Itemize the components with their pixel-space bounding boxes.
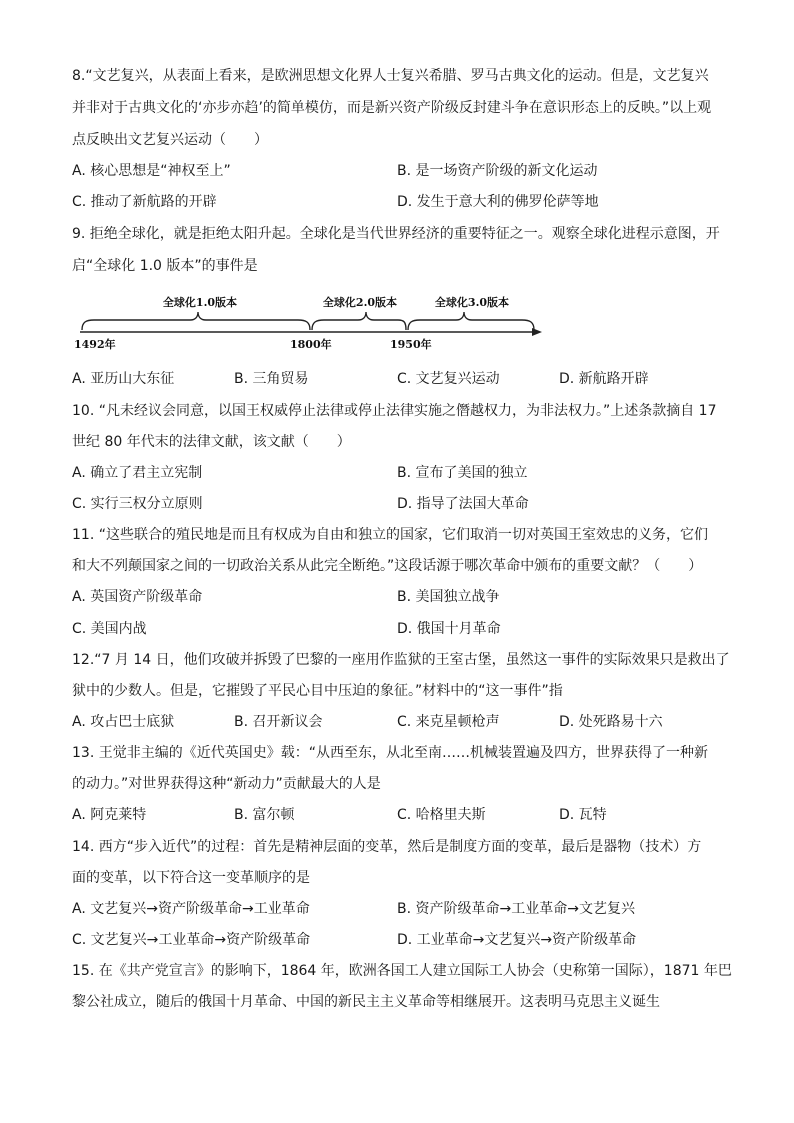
year-1950: 1950年	[390, 338, 432, 351]
year-1800: 1800年	[290, 338, 332, 351]
label-globalization-1: 全球化1.0版本	[162, 296, 238, 309]
question-9-option-c: C. 文艺复兴运动	[397, 371, 500, 387]
question-11-option-c: C. 美国内战	[72, 621, 147, 637]
question-12-option-d: D. 处死路易十六	[559, 714, 663, 730]
question-9-text-line-2: 启“全球化 1.0 版本”的事件是	[72, 258, 258, 274]
question-13-option-b: B. 富尔顿	[234, 807, 295, 823]
question-15-text-line-1: 15. 在《共产党宣言》的影响下，1864 年，欧洲各国工人建立国际工人协会（史称第一国际），1871 年巴	[72, 963, 732, 979]
timeline-arrow	[532, 328, 542, 336]
question-12-option-c: C. 来克星顿枪声	[397, 714, 500, 730]
question-10-option-a: A. 确立了君主立宪制	[72, 465, 203, 481]
question-8-option-a: A. 核心思想是“神权至上”	[72, 163, 231, 179]
question-9-option-a: A. 亚历山大东征	[72, 371, 175, 387]
question-13-option-d: D. 瓦特	[559, 807, 607, 823]
question-11-option-a: A. 英国资产阶级革命	[72, 589, 203, 605]
question-8-option-c: C. 推动了新航路的开辟	[72, 194, 217, 210]
question-14-option-d: D. 工业革命→文艺复兴→资产阶级革命	[397, 932, 637, 948]
question-12-option-b: B. 召开新议会	[234, 714, 323, 730]
question-14-option-b: B. 资产阶级革命→工业革命→文艺复兴	[397, 901, 635, 917]
question-10-text-line-2: 世纪 80 年代末的法律文献，该文献（ ）	[72, 434, 351, 450]
question-15-text-line-2: 黎公社成立，随后的俄国十月革命、中国的新民主主义革命等相继展开。这表明马克思主义诞生	[72, 994, 660, 1010]
brace-2	[312, 312, 406, 330]
question-11-option-b: B. 美国独立战争	[397, 589, 500, 605]
question-8-text-line-1: 8.“文艺复兴，从表面上看来，是欧洲思想文化界人士复兴希腊、罗马古典文化的运动。但是，文艺复兴	[72, 68, 709, 84]
question-8-option-b: B. 是一场资产阶级的新文化运动	[397, 163, 598, 179]
question-8-text-line-2: 并非对于古典文化的‘亦步亦趋’的简单模仿，而是新兴资产阶级反封建斗争在意识形态上的反映。”以上观	[72, 100, 712, 116]
question-11-text-line-1: 11. “这些联合的殖民地是而且有权成为自由和独立的国家，它们取消一切对英国王室效忠的义务，它们	[72, 527, 708, 543]
question-13-text-line-1: 13. 王觉非主编的《近代英国史》载：“从西至东，从北至南……机械装置遍及四方，世界获得了一种新	[72, 745, 708, 761]
question-9-text-line-1: 9. 拒绝全球化，就是拒绝太阳升起。全球化是当代世界经济的重要特征之一。观察全球化进程示意图，开	[72, 226, 720, 242]
question-11-option-d: D. 俄国十月革命	[397, 621, 501, 637]
question-12-option-a: A. 攻占巴士底狱	[72, 714, 175, 730]
question-12-text-line-2: 狱中的少数人。但是，它摧毁了平民心目中压迫的象征。”材料中的“这一事件”指	[72, 683, 563, 699]
question-10-option-c: C. 实行三权分立原则	[72, 496, 203, 512]
question-8-option-d: D. 发生于意大利的佛罗伦萨等地	[397, 194, 599, 210]
question-11-text-line-2: 和大不列颠国家之间的一切政治关系从此完全断绝。”这段话源于哪次革命中颁布的重要文献？（ ）	[72, 558, 703, 574]
question-10-text-line-1: 10. “凡未经议会同意，以国王权威停止法律或停止法律实施之僭越权力，为非法权力。”上述条款摘自 17	[72, 403, 717, 419]
label-globalization-2: 全球化2.0版本	[322, 296, 398, 309]
question-10-option-d: D. 指导了法国大革命	[397, 496, 529, 512]
question-8-text-line-3: 点反映出文艺复兴运动（ ）	[72, 132, 268, 148]
question-9-option-b: B. 三角贸易	[234, 371, 309, 387]
year-1492: 1492年	[74, 338, 116, 351]
question-14-option-a: A. 文艺复兴→资产阶级革命→工业革命	[72, 901, 310, 917]
globalization-timeline	[72, 288, 552, 352]
question-14-text-line-2: 面的变革，以下符合这一变革顺序的是	[72, 870, 310, 886]
question-13-text-line-2: 的动力。”对世界获得这种“新动力”贡献最大的人是	[72, 776, 381, 792]
question-13-option-c: C. 哈格里夫斯	[397, 807, 486, 823]
question-14-option-c: C. 文艺复兴→工业革命→资产阶级革命	[72, 932, 311, 948]
question-13-option-a: A. 阿克莱特	[72, 807, 147, 823]
question-12-text-line-1: 12.“7 月 14 日，他们攻破并拆毁了巴黎的一座用作监狱的王室古堡，虽然这一事件的实际效果只是救出了	[72, 652, 730, 668]
question-9-option-d: D. 新航路开辟	[559, 371, 649, 387]
brace-3	[408, 312, 534, 330]
question-14-text-line-1: 14. 西方“步入近代”的过程：首先是精神层面的变革，然后是制度方面的变革，最后是器物（技术）方	[72, 839, 702, 855]
question-10-option-b: B. 宣布了美国的独立	[397, 465, 528, 481]
label-globalization-3: 全球化3.0版本	[434, 296, 510, 309]
brace-1	[82, 312, 310, 330]
